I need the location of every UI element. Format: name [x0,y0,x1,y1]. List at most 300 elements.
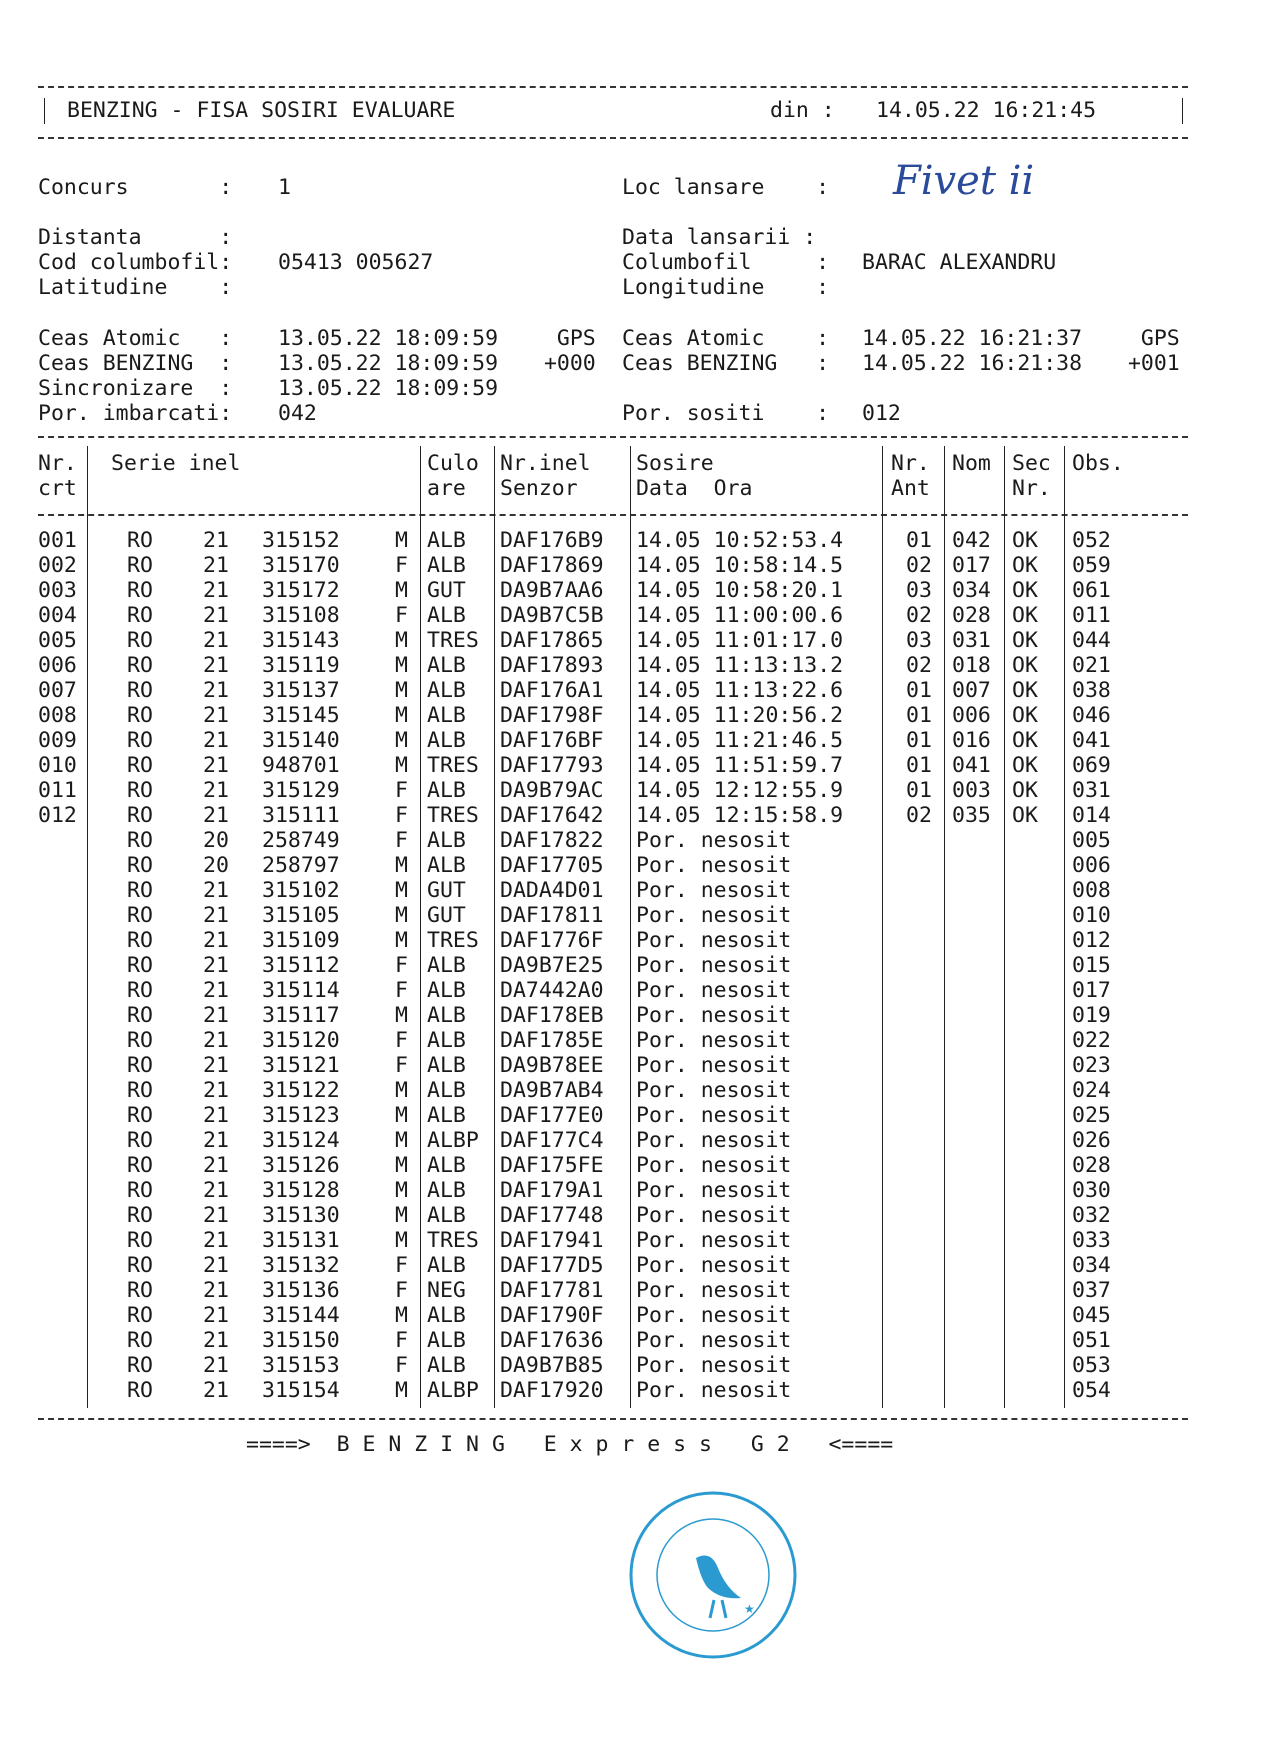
row-ring-serial: 315112 [262,953,340,978]
row-antenna: 01 [906,753,932,778]
row-nom: 017 [952,553,991,578]
row-country: RO [127,1328,153,1353]
row-arrival: Por. nesosit [636,928,792,953]
row-color: ALB [427,653,466,678]
col-header-serie: Serie inel [111,451,241,476]
loc-lansare-label: Loc lansare : [622,175,830,200]
row-arrival: Por. nesosit [636,1228,792,1253]
row-ring-serial: 315137 [262,678,340,703]
row-country: RO [127,853,153,878]
row-arrival: 14.05 12:12:55.9 [636,778,844,803]
header-bottom-rule [38,137,1188,139]
row-obs: 059 [1072,553,1111,578]
row-sex: M [395,1103,408,1128]
row-arrival: Por. nesosit [636,1378,792,1403]
row-nr: 001 [38,528,77,553]
ceas-atomic-left-suffix: GPS [531,326,596,351]
row-country: RO [127,753,153,778]
ceas-benzing-right-label: Ceas BENZING : [622,351,830,376]
table-row [0,1003,1276,1028]
table-row [0,1378,1276,1403]
por-sositi-value: 012 [862,401,901,426]
row-arrival: 14.05 10:58:14.5 [636,553,844,578]
row-sex: M [395,703,408,728]
row-sex: F [395,828,408,853]
row-nr: 002 [38,553,77,578]
row-obs: 015 [1072,953,1111,978]
columbofil-label: Columbofil : [622,250,830,275]
concurs-label: Concurs : [38,175,233,200]
row-arrival: Por. nesosit [636,878,792,903]
row-ring-serial: 315126 [262,1153,340,1178]
row-color: ALB [427,853,466,878]
row-arrival: 14.05 12:15:58.9 [636,803,844,828]
data-lansarii-label: Data lansarii : [622,225,817,250]
row-sex: F [395,1028,408,1053]
row-obs: 006 [1072,853,1111,878]
row-obs: 011 [1072,603,1111,628]
row-year: 21 [203,1078,229,1103]
loc-lansare-handwritten: Fivet ii [893,158,1035,204]
table-row [0,1278,1276,1303]
row-sec: OK [1012,728,1038,753]
row-color: TRES [427,803,479,828]
row-nr: 010 [38,753,77,778]
row-obs: 008 [1072,878,1111,903]
row-obs: 017 [1072,978,1111,1003]
row-ring-serial: 315108 [262,603,340,628]
row-nr: 005 [38,628,77,653]
row-sensor: DAF17636 [500,1328,604,1353]
row-sensor: DA9B7B85 [500,1353,604,1378]
row-country: RO [127,1078,153,1103]
table-row [0,578,1276,603]
row-year: 21 [203,903,229,928]
row-ring-serial: 315124 [262,1128,340,1153]
table-row [0,678,1276,703]
table-row [0,1253,1276,1278]
col-header-nom: Nom [952,451,991,476]
row-arrival: Por. nesosit [636,953,792,978]
row-color: GUT [427,903,466,928]
col-header-sec: Sec Nr. [1012,451,1051,501]
row-sec: OK [1012,753,1038,778]
row-ring-serial: 315152 [262,528,340,553]
row-year: 21 [203,553,229,578]
row-nom: 041 [952,753,991,778]
row-nom: 007 [952,678,991,703]
row-arrival: Por. nesosit [636,1128,792,1153]
table-row [0,1103,1276,1128]
row-obs: 053 [1072,1353,1111,1378]
row-country: RO [127,1103,153,1128]
row-color: ALB [427,1103,466,1128]
row-sec: OK [1012,703,1038,728]
row-ring-serial: 315136 [262,1278,340,1303]
row-year: 21 [203,1203,229,1228]
row-sensor: DAF177C4 [500,1128,604,1153]
row-sensor: DAF175FE [500,1153,604,1178]
row-obs: 021 [1072,653,1111,678]
row-sensor: DAF17793 [500,753,604,778]
row-arrival: 14.05 11:00:00.6 [636,603,844,628]
row-sec: OK [1012,628,1038,653]
row-sensor: DA9B7AA6 [500,578,604,603]
ceas-atomic-right-label: Ceas Atomic : [622,326,830,351]
row-year: 21 [203,1378,229,1403]
row-country: RO [127,1153,153,1178]
row-sex: F [395,803,408,828]
row-arrival: Por. nesosit [636,1203,792,1228]
row-year: 21 [203,1053,229,1078]
row-ring-serial: 315150 [262,1328,340,1353]
table-row [0,1303,1276,1328]
row-ring-serial: 315120 [262,1028,340,1053]
table-row [0,853,1276,878]
row-year: 21 [203,653,229,678]
row-color: ALBP [427,1378,479,1403]
row-year: 21 [203,528,229,553]
columbofil-value: BARAC ALEXANDRU [862,250,1057,275]
row-sensor: DAF17865 [500,628,604,653]
row-sec: OK [1012,603,1038,628]
row-nom: 016 [952,728,991,753]
row-nom: 031 [952,628,991,653]
row-sensor: DAF17705 [500,853,604,878]
table-header-rule [38,514,1188,516]
row-obs: 025 [1072,1103,1111,1128]
row-ring-serial: 315119 [262,653,340,678]
row-sex: F [395,1253,408,1278]
header-left-border [44,98,45,124]
results-table-body [0,528,1276,1403]
row-nr: 004 [38,603,77,628]
header-right-border [1182,98,1183,124]
row-arrival: Por. nesosit [636,1153,792,1178]
row-arrival: Por. nesosit [636,1028,792,1053]
row-country: RO [127,653,153,678]
row-sec: OK [1012,803,1038,828]
row-obs: 054 [1072,1378,1111,1403]
table-row [0,653,1276,678]
table-top-rule [38,436,1188,438]
row-color: TRES [427,1228,479,1253]
row-color: ALB [427,603,466,628]
row-arrival: Por. nesosit [636,1078,792,1103]
table-row [0,1128,1276,1153]
row-ring-serial: 315111 [262,803,340,828]
row-color: ALB [427,778,466,803]
row-obs: 012 [1072,928,1111,953]
row-sensor: DAF178EB [500,1003,604,1028]
row-arrival: 14.05 11:01:17.0 [636,628,844,653]
row-obs: 026 [1072,1128,1111,1153]
row-sex: M [395,628,408,653]
row-country: RO [127,728,153,753]
row-sex: M [395,528,408,553]
row-sex: M [395,878,408,903]
row-ring-serial: 315117 [262,1003,340,1028]
row-sec: OK [1012,553,1038,578]
row-ring-serial: 258749 [262,828,340,853]
cod-columbofil-label: Cod columbofil: [38,250,233,275]
row-country: RO [127,703,153,728]
row-sensor: DA9B78EE [500,1053,604,1078]
row-arrival: 14.05 11:51:59.7 [636,753,844,778]
row-year: 21 [203,1178,229,1203]
row-color: GUT [427,878,466,903]
row-arrival: 14.05 10:58:20.1 [636,578,844,603]
row-year: 21 [203,703,229,728]
row-ring-serial: 315145 [262,703,340,728]
row-country: RO [127,1303,153,1328]
row-nom: 035 [952,803,991,828]
row-country: RO [127,1278,153,1303]
row-nr: 003 [38,578,77,603]
row-country: RO [127,828,153,853]
row-sec: OK [1012,778,1038,803]
row-color: ALB [427,728,466,753]
row-antenna: 01 [906,528,932,553]
distanta-label: Distanta : [38,225,233,250]
table-row [0,728,1276,753]
table-row [0,553,1276,578]
row-sex: F [395,1328,408,1353]
row-sec: OK [1012,528,1038,553]
row-color: ALB [427,1203,466,1228]
row-country: RO [127,1178,153,1203]
row-antenna: 01 [906,703,932,728]
club-stamp [626,1488,801,1663]
row-year: 21 [203,728,229,753]
row-arrival: Por. nesosit [636,1353,792,1378]
row-country: RO [127,1378,153,1403]
table-row [0,603,1276,628]
row-ring-serial: 315153 [262,1353,340,1378]
row-color: TRES [427,928,479,953]
row-obs: 023 [1072,1053,1111,1078]
por-imbarcati-value: 042 [278,401,317,426]
row-obs: 005 [1072,828,1111,853]
row-country: RO [127,1003,153,1028]
ceas-atomic-left-value: 13.05.22 18:09:59 [278,326,499,351]
table-row [0,1353,1276,1378]
row-sex: M [395,678,408,703]
table-row [0,753,1276,778]
row-year: 21 [203,928,229,953]
row-sensor: DA9B7AB4 [500,1078,604,1103]
row-color: TRES [427,753,479,778]
row-antenna: 01 [906,678,932,703]
table-row [0,1203,1276,1228]
row-color: ALB [427,1053,466,1078]
row-obs: 069 [1072,753,1111,778]
row-sex: M [395,728,408,753]
row-country: RO [127,578,153,603]
cod-columbofil-value: 05413 005627 [278,250,434,275]
row-sensor: DAF17822 [500,828,604,853]
row-country: RO [127,878,153,903]
row-obs: 038 [1072,678,1111,703]
row-sex: M [395,1228,408,1253]
row-year: 21 [203,753,229,778]
row-country: RO [127,1128,153,1153]
row-color: ALB [427,1328,466,1353]
row-year: 21 [203,1303,229,1328]
row-arrival: 14.05 11:20:56.2 [636,703,844,728]
row-color: ALB [427,1003,466,1028]
row-arrival: Por. nesosit [636,1278,792,1303]
row-sex: F [395,778,408,803]
footer-banner: ====> B E N Z I N G E x p r e s s G 2 <==== [246,1432,894,1457]
row-ring-serial: 315121 [262,1053,340,1078]
row-obs: 010 [1072,903,1111,928]
table-row [0,928,1276,953]
row-arrival: Por. nesosit [636,1053,792,1078]
row-year: 21 [203,1353,229,1378]
row-sex: M [395,1203,408,1228]
row-arrival: Por. nesosit [636,903,792,928]
table-row [0,1028,1276,1053]
row-sex: M [395,928,408,953]
row-sex: M [395,1003,408,1028]
ceas-atomic-right-suffix: GPS [1115,326,1180,351]
row-year: 21 [203,878,229,903]
row-obs: 037 [1072,1278,1111,1303]
row-sensor: DAF1790F [500,1303,604,1328]
row-sex: M [395,1078,408,1103]
row-color: ALB [427,528,466,553]
row-sec: OK [1012,578,1038,603]
row-nom: 003 [952,778,991,803]
row-sensor: DA9B7E25 [500,953,604,978]
row-sex: F [395,1278,408,1303]
row-antenna: 02 [906,603,932,628]
latitudine-label: Latitudine : [38,275,233,300]
row-obs: 028 [1072,1153,1111,1178]
header-top-rule [38,86,1188,88]
row-year: 21 [203,1228,229,1253]
row-arrival: 14.05 11:13:13.2 [636,653,844,678]
row-sex: F [395,603,408,628]
sincronizare-value: 13.05.22 18:09:59 [278,376,499,401]
row-nom: 018 [952,653,991,678]
row-color: GUT [427,578,466,603]
row-year: 21 [203,1003,229,1028]
row-sensor: DAF176B9 [500,528,604,553]
row-color: ALB [427,953,466,978]
report-date-label: din : [770,98,835,123]
sincronizare-label: Sincronizare : [38,376,233,401]
row-country: RO [127,778,153,803]
row-obs: 014 [1072,803,1111,828]
row-obs: 051 [1072,1328,1111,1353]
row-arrival: Por. nesosit [636,978,792,1003]
row-ring-serial: 315130 [262,1203,340,1228]
row-nr: 011 [38,778,77,803]
row-sensor: DAF1776F [500,928,604,953]
row-country: RO [127,678,153,703]
row-color: ALB [427,1078,466,1103]
table-row [0,1153,1276,1178]
row-antenna: 03 [906,628,932,653]
row-color: ALB [427,978,466,1003]
col-header-ant: Nr. Ant [891,451,930,501]
row-country: RO [127,928,153,953]
row-country: RO [127,803,153,828]
row-sensor: DAF1798F [500,703,604,728]
row-nr: 006 [38,653,77,678]
table-row [0,528,1276,553]
table-row [0,1178,1276,1203]
row-nom: 042 [952,528,991,553]
row-sex: M [395,1178,408,1203]
row-country: RO [127,953,153,978]
row-arrival: Por. nesosit [636,828,792,853]
table-row [0,628,1276,653]
row-sex: M [395,753,408,778]
col-header-obs: Obs. [1072,451,1124,476]
row-color: ALB [427,828,466,853]
row-country: RO [127,903,153,928]
row-year: 21 [203,1103,229,1128]
ceas-benzing-right-value: 14.05.22 16:21:38 [862,351,1083,376]
row-antenna: 02 [906,653,932,678]
row-obs: 041 [1072,728,1111,753]
row-color: ALB [427,1153,466,1178]
row-arrival: Por. nesosit [636,1328,792,1353]
row-nr: 009 [38,728,77,753]
row-year: 21 [203,953,229,978]
row-arrival: Por. nesosit [636,1253,792,1278]
por-imbarcati-label: Por. imbarcati: [38,401,233,426]
row-sex: M [395,903,408,928]
row-color: ALB [427,703,466,728]
row-ring-serial: 315144 [262,1303,340,1328]
row-ring-serial: 315109 [262,928,340,953]
row-ring-serial: 315114 [262,978,340,1003]
ceas-benzing-left-label: Ceas BENZING : [38,351,233,376]
row-sensor: DAF17748 [500,1203,604,1228]
row-sensor: DAF17920 [500,1378,604,1403]
row-sex: F [395,978,408,1003]
row-antenna: 02 [906,553,932,578]
table-row [0,803,1276,828]
row-sex: M [395,1303,408,1328]
row-ring-serial: 315131 [262,1228,340,1253]
row-sex: M [395,653,408,678]
row-year: 21 [203,1028,229,1053]
row-year: 21 [203,1278,229,1303]
row-color: ALB [427,553,466,578]
row-sensor: DAF17893 [500,653,604,678]
row-ring-serial: 315140 [262,728,340,753]
row-color: ALB [427,1353,466,1378]
row-arrival: 14.05 10:52:53.4 [636,528,844,553]
row-country: RO [127,1053,153,1078]
row-arrival: Por. nesosit [636,1103,792,1128]
row-color: NEG [427,1278,466,1303]
row-sensor: DA9B7C5B [500,603,604,628]
table-row [0,778,1276,803]
row-obs: 019 [1072,1003,1111,1028]
row-arrival: Por. nesosit [636,1178,792,1203]
table-row [0,953,1276,978]
row-ring-serial: 315154 [262,1378,340,1403]
longitudine-label: Longitudine : [622,275,830,300]
row-ring-serial: 948701 [262,753,340,778]
row-sex: M [395,1153,408,1178]
